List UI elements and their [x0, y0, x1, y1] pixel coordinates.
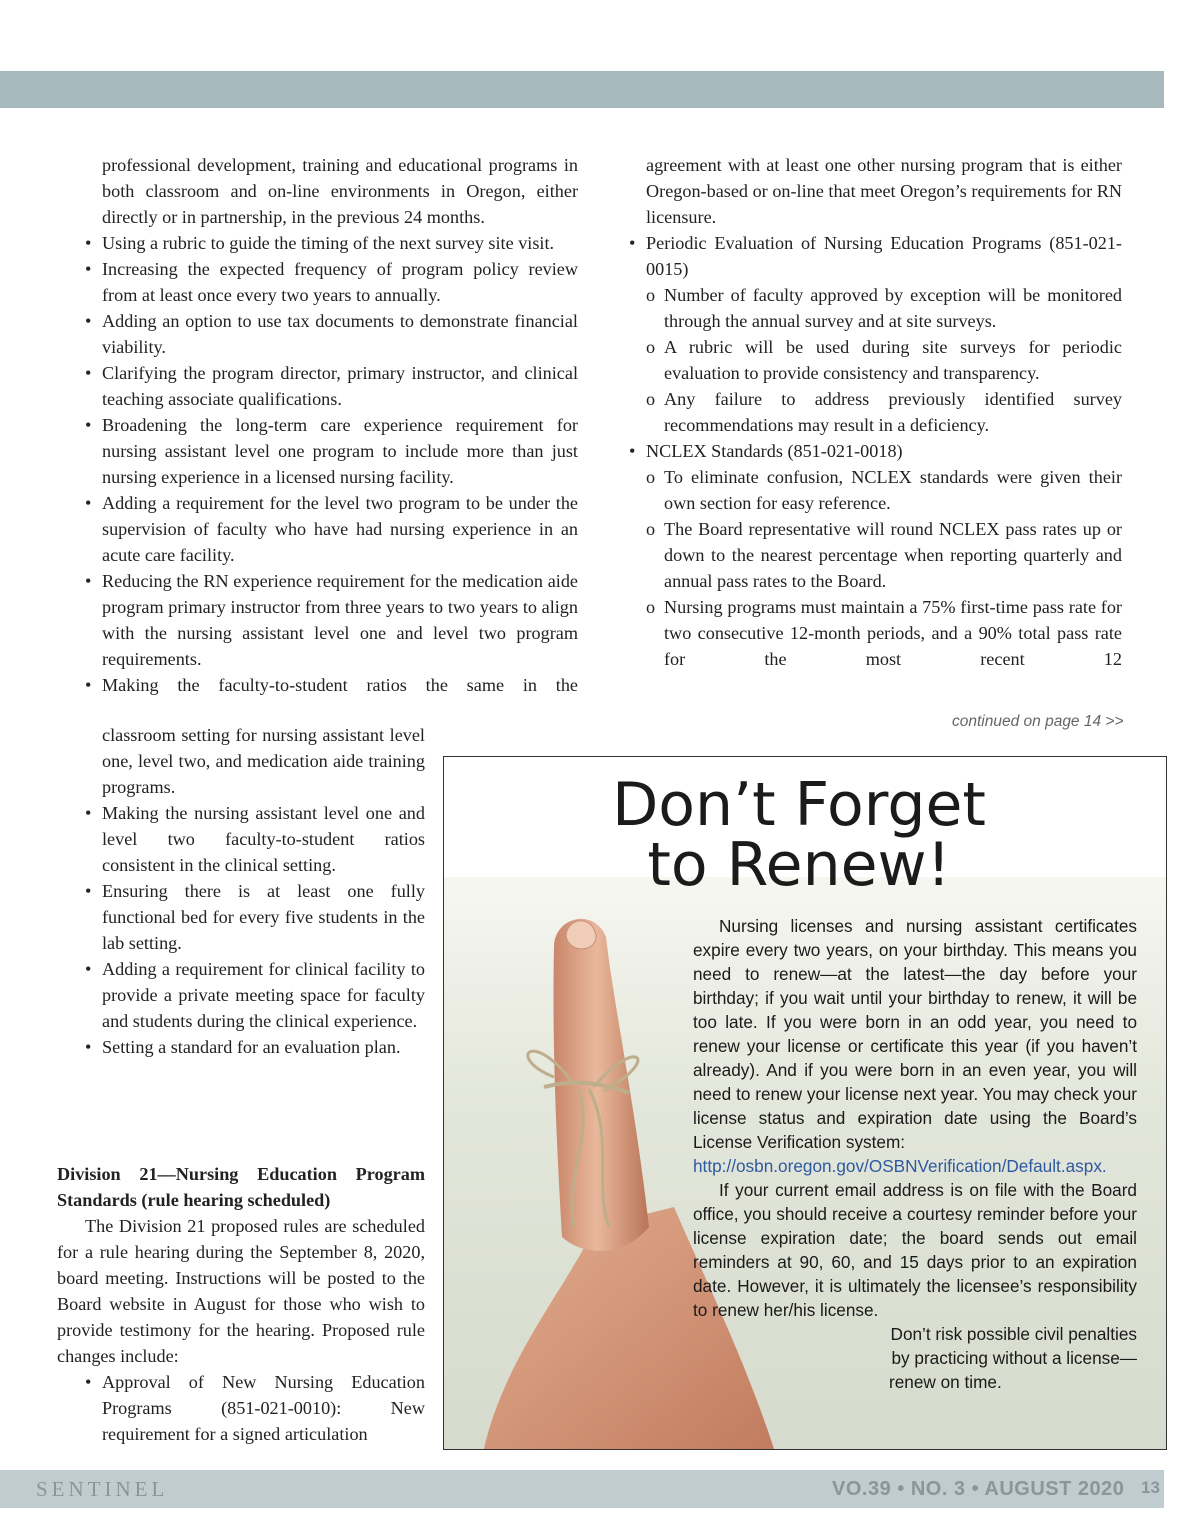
list-item: classroom setting for nursing assistant level one, level two, and medication aide training programs.: [102, 725, 425, 797]
sub-list-item: o Any failure to address previously identified survey recommendations may result in a deficiency.: [664, 386, 1122, 438]
renew-reminder-box: [443, 756, 1167, 1450]
page-number: 13: [1141, 1478, 1160, 1497]
renew-closing-1: Don’t risk possible civil penalties: [890, 1324, 1137, 1344]
sub-list-item: o A rubric will be used during site surveys for periodic evaluation to provide consistency and transparency.: [664, 334, 1122, 386]
right-list: [646, 438, 1122, 464]
division-21-list: [57, 1369, 425, 1447]
list-item: • Making the nursing assistant level one and level two faculty-to-student ratios consistent in the clinical setting.: [102, 800, 425, 878]
sub-list-item: o To eliminate confusion, NCLEX standards were given their own section for easy reference.: [664, 464, 1122, 516]
right-list: [646, 230, 1122, 282]
list-item: • Periodic Evaluation of Nursing Education Programs (851-021-0015): [646, 230, 1122, 282]
title-line-2: to Renew!: [647, 830, 951, 900]
renew-paragraph-2: If your current email address is on file with the Board office, you should receive a courtesy reminder before your license expiration date; the board sends out email reminders at 90, 60, and 15 days prior to an expiration date. However, it is ultimately the licensee’s responsibility to renew her/his license.: [693, 1180, 1137, 1320]
continued-paragraph: agreement with at least one other nursing program that is either Oregon-based or on-line that meet Oregon’s requirements for RN licensure.: [646, 155, 1122, 227]
list-item: • Adding a requirement for clinical facility to provide a private meeting space for faculty and students during the clinical experience.: [102, 956, 425, 1034]
renew-closing-3: renew on time.: [889, 1372, 1002, 1392]
list-item: • NCLEX Standards (851-021-0018): [646, 438, 1122, 464]
left-column-top: [102, 152, 578, 698]
header-band: [0, 71, 1164, 108]
list-item: • Making the faculty-to-student ratios the same in the: [102, 672, 578, 698]
box-title: [589, 770, 1009, 900]
left-column-narrow: [102, 722, 425, 1060]
box-body: [693, 914, 1137, 1394]
title-line-1: Don’t Forget: [612, 770, 986, 840]
rule-change-list: [102, 230, 578, 698]
renew-paragraph-1: Nursing licenses and nursing assistant certificates expire every two years, on your birthday. This means you need to renew—at the latest—the day before your birthday; if you wait until your birthday to renew, it will be too late. If you were born in an odd year, you need to renew your license or certificate this year (if you haven’t already). And if you were born in an even year, you will need to renew your license next year. You may check your license status and expiration date using the Board’s License Verification system:: [693, 916, 1137, 1152]
right-column: [646, 152, 1122, 672]
list-item: • Approval of New Nursing Education Programs (851-021-0010): New requirement for a signed articulation: [102, 1369, 425, 1447]
continued-paragraph: professional development, training and educational programs in both classroom and on-line environments in Oregon, either directly or in partnership, in the previous 24 months.: [102, 155, 578, 227]
list-item: • Adding an option to use tax documents to demonstrate financial viability.: [102, 308, 578, 360]
list-item: • Using a rubric to guide the timing of the next survey site visit.: [102, 230, 578, 256]
list-item: • Broadening the long-term care experience requirement for nursing assistant level one program to include more than just nursing experience in a licensed nursing facility.: [102, 412, 578, 490]
list-item: • Setting a standard for an evaluation plan.: [102, 1034, 425, 1060]
rule-change-list-continued: [102, 722, 425, 1060]
renew-closing-2: by practicing without a license—: [891, 1348, 1137, 1368]
sub-list: [646, 464, 1122, 672]
continued-note: continued on page 14 >>: [952, 713, 1124, 730]
sub-list-item: o The Board representative will round NCLEX pass rates up or down to the nearest percentage when reporting quarterly and annual pass rates to the Board.: [664, 516, 1122, 594]
verification-link-text[interactable]: http://osbn.oregon.gov/OSBNVerification/Default.aspx.: [693, 1156, 1107, 1176]
list-item: • Adding a requirement for the level two program to be under the supervision of faculty who have had nursing experience in an acute care facility.: [102, 490, 578, 568]
list-item: • Increasing the expected frequency of program policy review from at least once every two years to annually.: [102, 256, 578, 308]
sub-list-item: o Nursing programs must maintain a 75% first-time pass rate for two consecutive 12-month periods, and a 90% total pass rate for the most recent 12: [664, 594, 1122, 672]
publication-name: SENTINEL: [36, 1477, 169, 1501]
verification-link[interactable]: [693, 1154, 1137, 1178]
list-item: • Clarifying the program director, primary instructor, and clinical teaching associate qualifications.: [102, 360, 578, 412]
sub-list: [646, 282, 1122, 438]
sub-list-item: o Number of faculty approved by exception will be monitored through the annual survey and at site surveys.: [664, 282, 1122, 334]
list-item: • Reducing the RN experience requirement for the medication aide program primary instructor from three years to two years to align with the nursing assistant level one and level two program requirements.: [102, 568, 578, 672]
section-paragraph: The Division 21 proposed rules are scheduled for a rule hearing during the September 8, 2020, board meeting. Instructions will be posted to the Board website in August for those who wish to provide testimony for the hearing. Proposed rule changes include:: [57, 1216, 425, 1366]
section-heading: Division 21—Nursing Education Program Standards (rule hearing scheduled): [57, 1164, 425, 1210]
issue-info: VO.39 • NO. 3 • AUGUST 2020: [832, 1478, 1125, 1500]
list-item: • Ensuring there is at least one fully functional bed for every five students in the lab setting.: [102, 878, 425, 956]
division-21-section: [57, 1161, 425, 1447]
